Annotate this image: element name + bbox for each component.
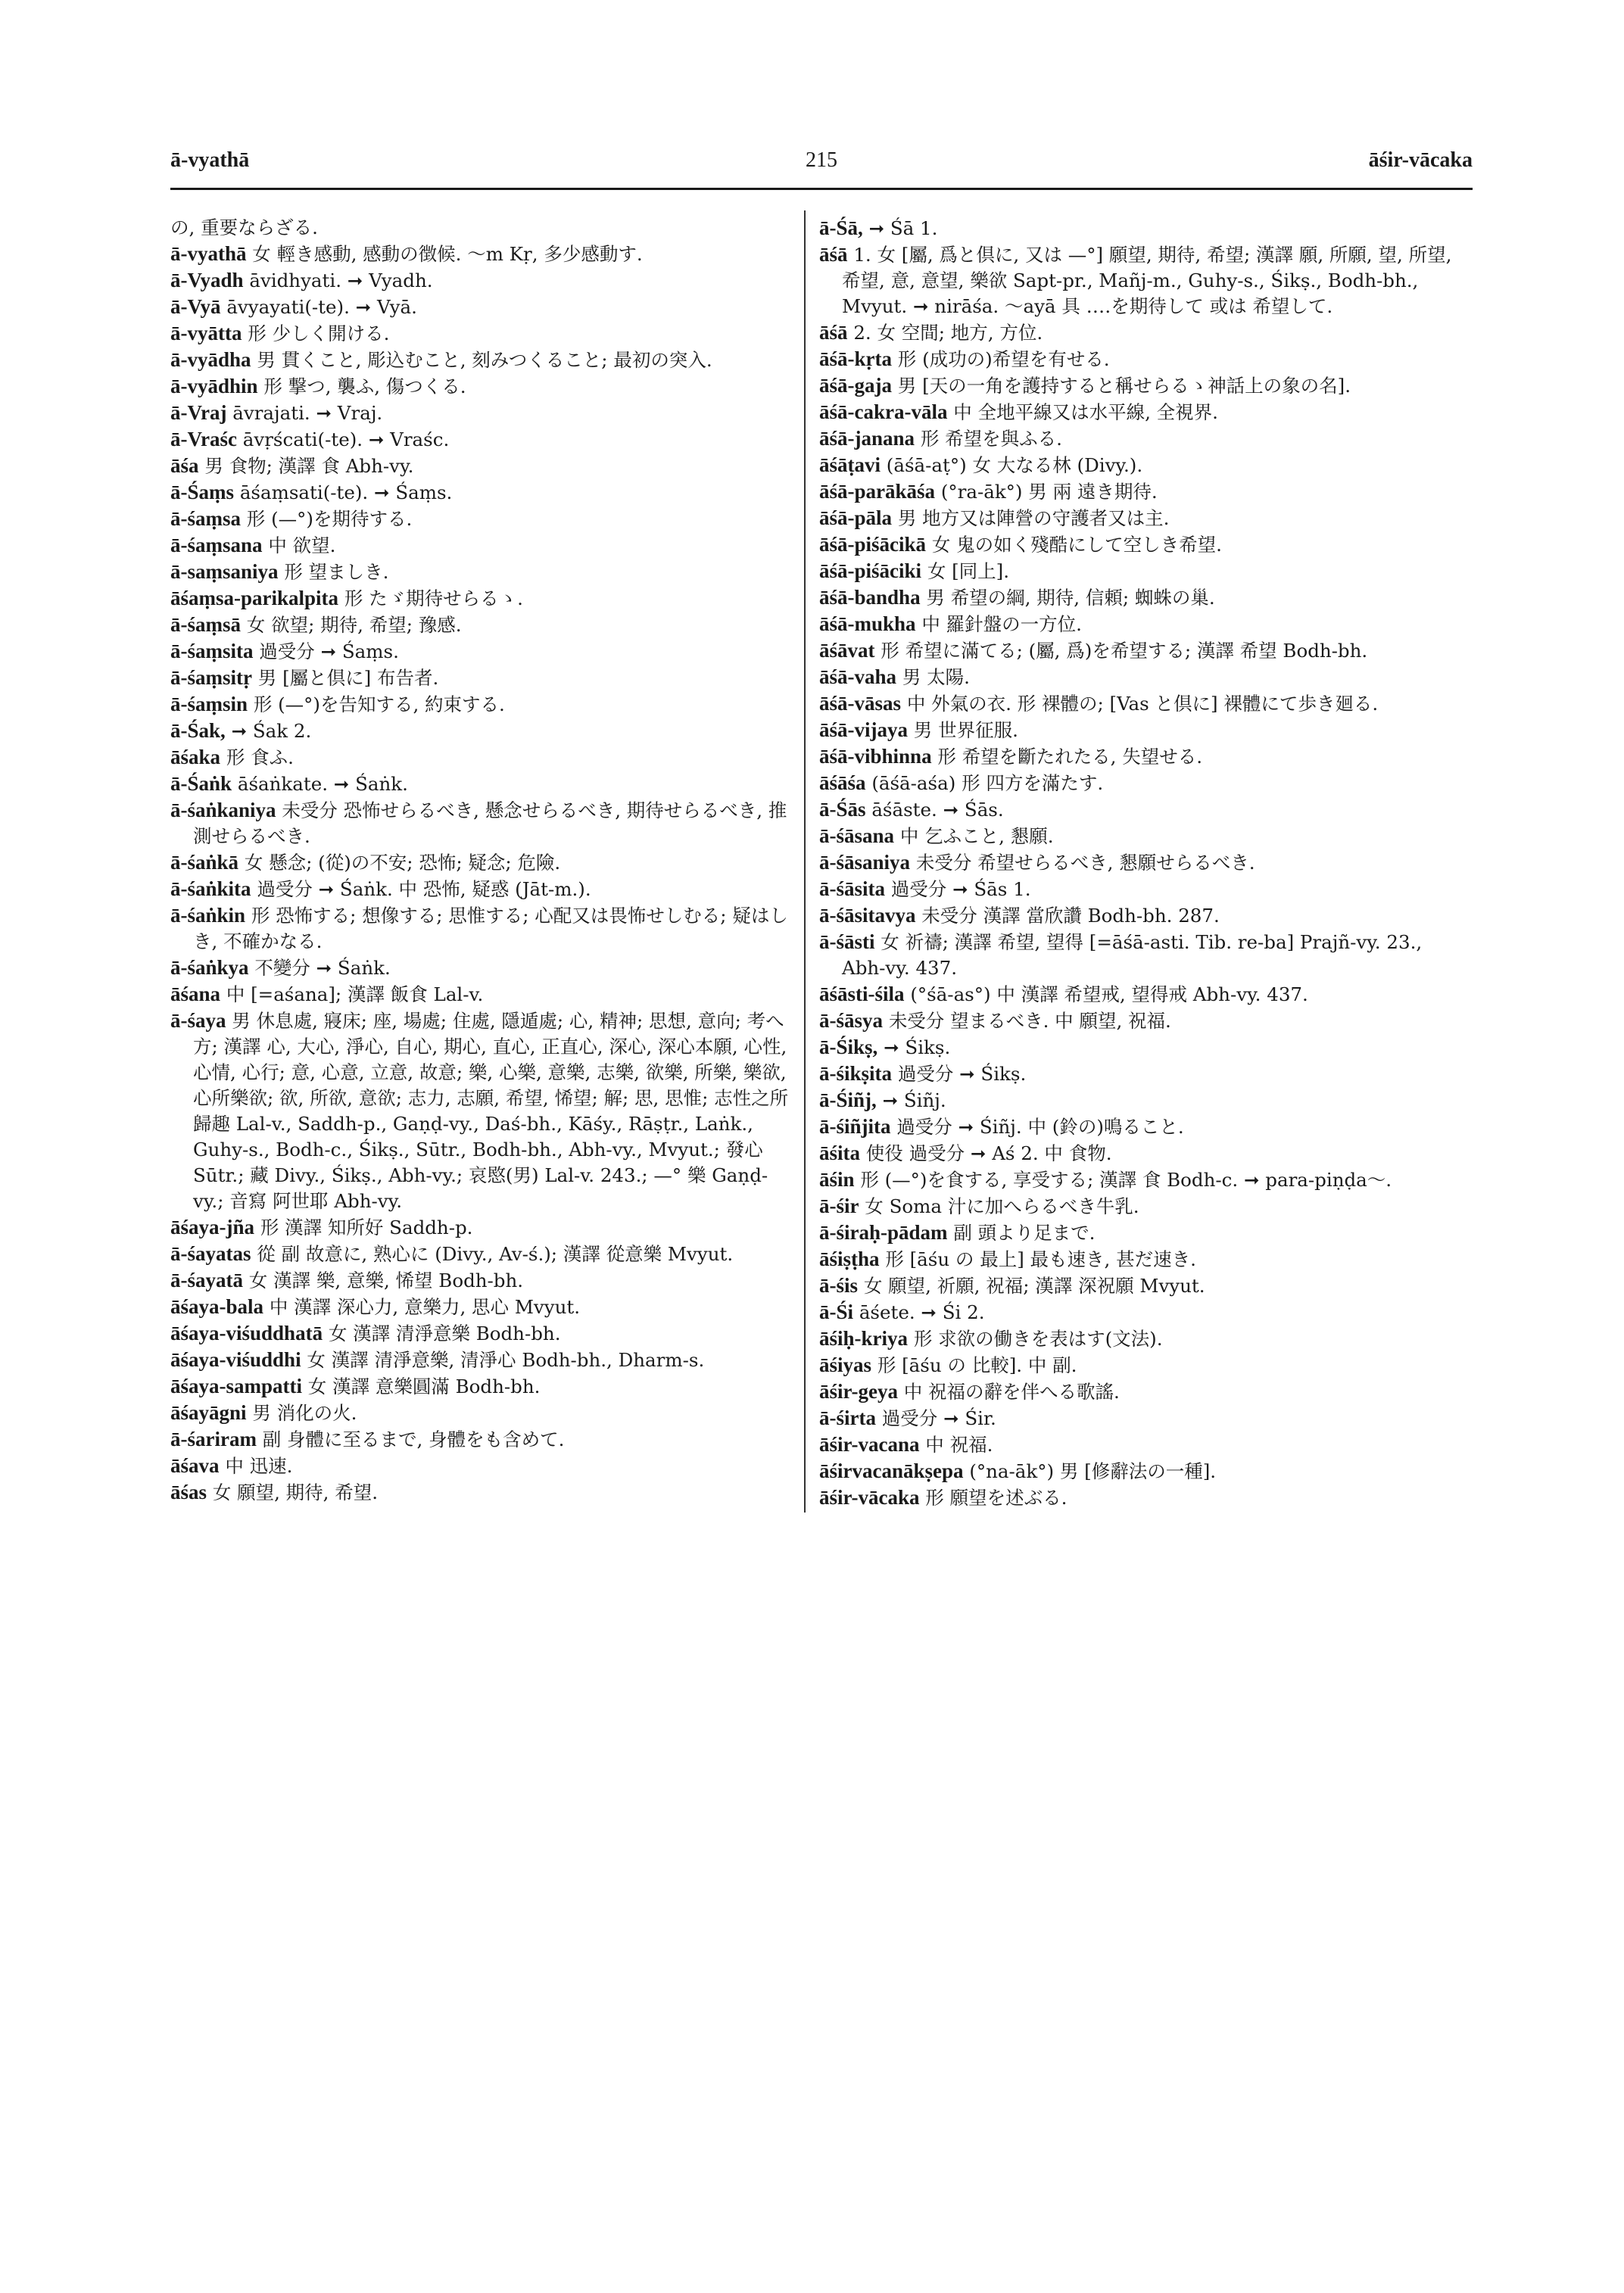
dictionary-entry	[170, 373, 791, 400]
dictionary-entry	[819, 1458, 1463, 1485]
dictionary-entry	[170, 981, 791, 1008]
dictionary-entry	[819, 452, 1463, 478]
entry-headword: ā-Vraj	[170, 401, 227, 424]
entry-definition: 形 恐怖する; 想像する; 思惟する; 心配又は畏怖せしむる; 疑はしき, 不確かなる.	[193, 905, 788, 952]
entry-definition: 女 願望, 期待, 希望.	[212, 1481, 379, 1503]
dictionary-entry	[819, 929, 1463, 981]
dictionary-entry	[819, 1485, 1463, 1511]
entry-headword: āśā	[819, 243, 848, 266]
entry-headword: ā-vyādha	[170, 348, 251, 371]
dictionary-entry	[170, 506, 791, 532]
dictionary-entry	[170, 1294, 791, 1320]
entry-headword: ā-vyādhin	[170, 375, 258, 397]
entry-headword: ā-saṃsaniya	[170, 560, 279, 583]
entry-headword: āśas	[170, 1481, 207, 1503]
entry-definition: 形 少しく開ける.	[248, 322, 390, 344]
entry-definition: 形 望ましき.	[284, 561, 389, 583]
entry-definition: 過受分 ➞ Śaṅk. 中 恐怖, 疑惑 (Jāt-m.).	[257, 878, 591, 900]
entry-definition: 中 乞ふこと, 懇願.	[899, 825, 1054, 847]
entry-headword: āśā-kṛta	[819, 347, 892, 370]
page-header	[170, 148, 1473, 179]
dictionary-entry	[819, 717, 1463, 743]
dictionary-entry	[819, 505, 1463, 531]
dictionary-entry	[819, 611, 1463, 637]
running-head-left: ā-vyathā	[170, 148, 250, 172]
right-column	[819, 215, 1463, 1511]
entry-headword: ā-śaṃsin	[170, 693, 248, 715]
dictionary-entry	[170, 638, 791, 665]
entry-definition: 1. 女 [屬, 爲と倶に, 又は —°] 願望, 期待, 希望; 漢譯 願, 所願, 望, 所望, 希望, 意, 意望, 樂欲 Sapt-pr., Mañj-m., Guhy-s., Śikṣ., Bodh-bh., Mvyut. ➞ nirāśa. ～ayā 具 ‥‥を期待して 或は 希望して.	[842, 244, 1452, 317]
dictionary-entry	[819, 399, 1463, 425]
entry-definition: 形 願望を述ぶる.	[925, 1487, 1068, 1509]
entry-headword: ā-śāsana	[819, 824, 895, 847]
dictionary-entry	[170, 215, 791, 241]
entry-definition: 副 身體に至るまで, 身體をも含めて.	[262, 1428, 565, 1450]
entry-definition: 中 [=aśana]; 漢譯 飯食 Lal-v.	[226, 983, 484, 1005]
entry-definition: 女 願望, 祈願, 祝福; 漢譯 深祝願 Mvyut.	[863, 1275, 1205, 1297]
dictionary-entry	[819, 346, 1463, 372]
entry-headword: āśaya-jña	[170, 1216, 255, 1238]
entry-headword: āśiyas	[819, 1354, 872, 1376]
dictionary-entry	[819, 319, 1463, 346]
entry-definition: 未受分 希望せらるべき, 懇願せらるべき.	[915, 852, 1255, 874]
entry-definition: 男 [天の一角を護持すると稱せらるゝ神話上の象の名].	[897, 375, 1351, 397]
entry-definition: 女 漢譯 意樂圓滿 Bodh-bh.	[307, 1375, 541, 1397]
entry-definition: (°na-āk°) 男 [修辭法の一種].	[969, 1460, 1217, 1482]
dictionary-entry	[819, 1246, 1463, 1273]
entry-headword: ā-śāsya	[819, 1009, 884, 1032]
entry-definition: āśaṃsati(-te). ➞ Śaṃs.	[239, 481, 453, 503]
entry-definition: 未受分 恐怖せらるべき, 懸念せらるべき, 期待せらるべき, 推測せらるべき.	[193, 799, 787, 847]
entry-headword: āśir-vācaka	[819, 1486, 920, 1509]
dictionary-entry	[819, 823, 1463, 849]
dictionary-entry	[819, 1379, 1463, 1405]
entry-headword: ā-śaṃsā	[170, 613, 241, 636]
dictionary-entry	[170, 1267, 791, 1294]
entry-definition: 從 副 故意に, 熟心に (Divy., Av-ś.); 漢譯 從意樂 Mvyut.	[257, 1243, 734, 1265]
entry-headword: ā-śaṃsitṛ	[170, 666, 252, 689]
entry-headword: ā-śāsti	[819, 930, 875, 953]
running-head-right: āśir-vācaka	[1368, 148, 1473, 172]
entry-definition: 形 [āśu の 最上] 最も速き, 甚だ速き.	[885, 1248, 1196, 1270]
entry-definition: 形 たゞ期待せらるゝ.	[344, 587, 523, 609]
entry-headword: ā-Śi	[819, 1301, 854, 1323]
entry-definition: 中 祝福.	[925, 1434, 993, 1456]
entry-definition: 過受分 ➞ Śiñj. 中 (鈴の)鳴ること.	[896, 1116, 1184, 1138]
entry-definition: 形 求欲の働きを表はす(文法).	[913, 1328, 1163, 1350]
entry-headword: āśiḥ-kriya	[819, 1327, 909, 1350]
dictionary-entry	[819, 876, 1463, 902]
entry-definition: 女 祈禱; 漢譯 希望, 望得 [=āśā-asti. Tib. re-ba] Prajñ-vy. 23., Abh-vy. 437.	[842, 931, 1423, 979]
entry-definition: 女 輕き感動, 感動の徴候. ～m Kṛ, 多少感動す.	[252, 243, 643, 265]
entry-headword: āśā-piśāciki	[819, 559, 922, 582]
entry-definition: āvyayati(-te). ➞ Vyā.	[226, 296, 417, 318]
dictionary-entry	[170, 1373, 791, 1400]
entry-headword: ā-śaṅkya	[170, 956, 249, 979]
dictionary-entry	[819, 1326, 1463, 1352]
dictionary-entry	[819, 1352, 1463, 1379]
entry-definition: 女 漢譯 樂, 意樂, 悕望 Bodh-bh.	[248, 1270, 524, 1291]
dictionary-entry	[170, 532, 791, 559]
entry-headword: ā-śaṅkin	[170, 904, 246, 927]
dictionary-entry	[170, 453, 791, 479]
entry-headword: āśāśa	[819, 771, 866, 794]
dictionary-entry	[819, 1061, 1463, 1087]
entry-headword: āśāsti-śila	[819, 983, 905, 1005]
entry-headword: āśir-vacana	[819, 1433, 920, 1456]
entry-definition: 中 漢譯 深心力, 意樂力, 思心 Mvyut.	[269, 1296, 581, 1318]
entry-headword: ā-Vyadh	[170, 269, 244, 291]
dictionary-entry	[170, 797, 791, 849]
entry-definition: āvidhyati. ➞ Vyadh.	[249, 269, 433, 291]
entry-headword: ā-śayatā	[170, 1269, 243, 1291]
entry-headword: āśā-vibhinna	[819, 745, 932, 768]
entry-headword: āśā-piśācikā	[819, 533, 927, 556]
dictionary-entry	[819, 1114, 1463, 1140]
dictionary-entry	[819, 690, 1463, 717]
dictionary-entry	[170, 1400, 791, 1426]
dictionary-entry	[170, 294, 791, 320]
column-divider	[804, 210, 806, 1513]
dictionary-entry	[170, 1008, 791, 1214]
entry-definition: 形 漢譯 知所好 Saddh-p.	[260, 1217, 473, 1238]
entry-definition: 中 迅速.	[225, 1455, 293, 1477]
entry-definition: āśete. ➞ Śi 2.	[859, 1301, 985, 1323]
dictionary-entry	[170, 400, 791, 426]
dictionary-entry	[819, 1273, 1463, 1299]
entry-definition: 中 欲望.	[268, 534, 336, 556]
entry-definition: ➞ Śiñj.	[882, 1089, 946, 1111]
dictionary-entry	[819, 241, 1463, 319]
entry-headword: ā-śirta	[819, 1407, 876, 1429]
entry-definition: の, 重要ならざる.	[170, 217, 318, 238]
dictionary-entry	[170, 665, 791, 691]
entry-headword: āśā-cakra-vāla	[819, 400, 948, 423]
dictionary-entry	[170, 267, 791, 294]
entry-definition: 女 欲望; 期待, 希望; 豫感.	[246, 614, 462, 636]
entry-definition: ➞ Śikṣ.	[884, 1036, 951, 1058]
entry-definition: 形 撃つ, 襲ふ, 傷つくる.	[263, 375, 466, 397]
entry-definition: 男 休息處, 寢床; 座, 場處; 住處, 隱遁處; 心, 精神; 思想, 意向; 考へ方; 漢譯 心, 大心, 淨心, 自心, 期心, 直心, 正直心, 深心, 深心本願, 心性, 心情, 心行; 意, 心意, 立意, 故意; 樂, 心樂, 意樂, 志樂, 欲樂, 所樂, 樂欲, 心所樂欲; 欲, 所欲, 意欲; 志力, 志願, 希望, 悕望; 解; 思, 思惟; 志性之所歸趣 Lal-v., Saddh-p., Gaṇḍ-vy., Daś-bh., Kāśy., Rāṣṭr., Laṅk., Guhy-s., Bodh-c., Śikṣ., Sūtr., Bodh-bh., Abh-vy., Mvyut.; 發心 Sūtr.; 藏 Divy., Śikṣ., Abh-vy.; 哀愍(男) Lal-v. 243.; —° 樂 Gaṇḍ-vy.; 音寫 阿世耶 Abh-vy.	[193, 1010, 789, 1212]
entry-headword: ā-śaṅkaniya	[170, 799, 276, 821]
entry-headword: āśāvat	[819, 639, 875, 662]
entry-definition: 過受分 ➞ Śās 1.	[890, 878, 1031, 900]
dictionary-entry	[170, 902, 791, 955]
dictionary-entry	[819, 1034, 1463, 1061]
dictionary-entry	[819, 1432, 1463, 1458]
entry-headword: āśaya-sampatti	[170, 1375, 302, 1397]
dictionary-entry	[819, 478, 1463, 505]
dictionary-entry	[170, 347, 791, 373]
dictionary-entry	[170, 1347, 791, 1373]
dictionary-entry	[819, 531, 1463, 558]
entry-headword: ā-śiraḥ-pādam	[819, 1221, 948, 1244]
dictionary-entry	[819, 1140, 1463, 1167]
entry-headword: āśaka	[170, 746, 221, 768]
entry-headword: āśā-gaja	[819, 374, 892, 397]
dictionary-entry	[819, 558, 1463, 584]
entry-definition: 形 (成功の)希望を有せる.	[897, 348, 1110, 370]
entry-headword: āśā-vāsas	[819, 692, 902, 715]
dictionary-entry	[819, 372, 1463, 399]
entry-definition: āśaṅkate. ➞ Śaṅk.	[237, 773, 408, 795]
entry-definition: 男 世界征服.	[913, 719, 1018, 741]
dictionary-entry	[819, 849, 1463, 876]
entry-definition: 形 希望に滿てる; (屬, 爲)を希望する; 漢譯 希望 Bodh-bh.	[881, 640, 1368, 662]
entry-headword: ā-Vraśc	[170, 428, 237, 450]
dictionary-entry	[170, 1426, 791, 1453]
entry-definition: 形 [āśu の 比較]. 中 副.	[877, 1354, 1077, 1376]
entry-headword: āśā	[819, 321, 848, 344]
entry-definition: ➞ Śā 1.	[868, 217, 938, 239]
entry-definition: ➞ Śak 2.	[231, 720, 312, 742]
entry-headword: ā-Śaṃs	[170, 481, 235, 503]
entry-headword: ā-śiñjita	[819, 1115, 891, 1138]
entry-definition: 女 漢譯 清淨意樂 Bodh-bh.	[328, 1323, 561, 1344]
entry-headword: āśā-pāla	[819, 506, 893, 529]
entry-definition: (°ra-āk°) 男 兩 遠き期待.	[940, 481, 1158, 503]
dictionary-entry	[170, 320, 791, 347]
entry-headword: āśā-janana	[819, 427, 915, 450]
entry-headword: ā-Śikṣ,	[819, 1036, 878, 1058]
entry-headword: ā-śaṅkā	[170, 851, 239, 874]
entry-definition: 女 鬼の如く殘酷にして空しき希望.	[931, 534, 1222, 556]
entry-definition: 男 貫くこと, 彫込むこと, 刻みつくること; 最初の突入.	[257, 349, 712, 371]
left-column	[170, 215, 791, 1506]
entry-headword: ā-śayatas	[170, 1242, 251, 1265]
entry-definition: 中 羅針盤の一方位.	[921, 613, 1082, 635]
entry-headword: ā-śaṃsita	[170, 640, 254, 662]
dictionary-entry	[819, 1193, 1463, 1220]
entry-headword: āśayāgni	[170, 1401, 247, 1424]
entry-headword: ā-śaya	[170, 1009, 226, 1032]
dictionary-entry	[819, 425, 1463, 452]
entry-headword: āśaya-bala	[170, 1295, 264, 1318]
dictionary-entry	[819, 584, 1463, 611]
entry-definition: 2. 女 空間; 地方, 方位.	[853, 322, 1043, 344]
page-number: 215	[806, 148, 837, 172]
dictionary-entry	[170, 849, 791, 876]
entry-definition: 過受分 ➞ Śir.	[881, 1407, 996, 1429]
dictionary-entry	[170, 612, 791, 638]
entry-definition: āvṛścati(-te). ➞ Vraśc.	[242, 428, 450, 450]
entry-headword: ā-vyathā	[170, 242, 247, 265]
entry-headword: āśiṣṭha	[819, 1248, 880, 1270]
entry-headword: ā-śāsaniya	[819, 851, 911, 874]
entry-definition: 未受分 望まるべき. 中 願望, 祝福.	[888, 1010, 1171, 1032]
dictionary-entry	[170, 426, 791, 453]
dictionary-entry	[170, 771, 791, 797]
dictionary-entry	[170, 1320, 791, 1347]
entry-headword: ā-śaṃsana	[170, 534, 263, 556]
entry-headword: āśana	[170, 983, 221, 1005]
entry-headword: ā-Śā,	[819, 217, 863, 239]
entry-headword: āśaya-viśuddhatā	[170, 1322, 323, 1344]
entry-headword: āśaṃsa-parikalpita	[170, 587, 339, 609]
entry-definition: 形 希望を斷たれたる, 失望せる.	[937, 746, 1203, 768]
dictionary-entry	[819, 215, 1463, 241]
entry-definition: 男 太陽.	[902, 666, 970, 688]
entry-definition: 男 [屬と倶に] 布告者.	[257, 667, 439, 689]
dictionary-entry	[819, 664, 1463, 690]
dictionary-entry	[170, 1241, 791, 1267]
entry-headword: āśirvacanākṣepa	[819, 1460, 964, 1482]
entry-headword: ā-śis	[819, 1274, 859, 1297]
entry-definition: āvrajati. ➞ Vraj.	[232, 402, 383, 424]
entry-headword: ā-Śās	[819, 798, 866, 821]
entry-definition: 過受分 ➞ Śaṃs.	[259, 640, 399, 662]
entry-definition: 形 (—°)を告知する, 約束する.	[253, 693, 505, 715]
entry-definition: 女 漢譯 清淨意樂, 清淨心 Bodh-bh., Dharm-s.	[307, 1349, 705, 1371]
entry-headword: āśāṭavi	[819, 453, 881, 476]
dictionary-entry	[170, 479, 791, 506]
dictionary-entry	[819, 902, 1463, 929]
entry-headword: ā-śāsitavya	[819, 904, 916, 927]
dictionary-entry	[170, 1214, 791, 1241]
entry-definition: 中 全地平線又は水平線, 全視界.	[953, 401, 1218, 423]
entry-headword: ā-śaṅkita	[170, 877, 251, 900]
entry-headword: ā-Śiñj,	[819, 1089, 877, 1111]
dictionary-entry	[170, 718, 791, 744]
entry-headword: āśā-parākāśa	[819, 480, 936, 503]
dictionary-entry	[819, 1008, 1463, 1034]
entry-definition: (°śā-as°) 中 漢譯 希望戒, 望得戒 Abh-vy. 437.	[910, 983, 1308, 1005]
entry-definition: 副 頭より足まで.	[953, 1222, 1096, 1244]
dictionary-entry	[170, 876, 791, 902]
entry-definition: 形 (—°)を食する, 享受する; 漢譯 食 Bodh-c. ➞ para-piṇḍa～.	[860, 1169, 1392, 1191]
entry-headword: ā-śaṃsa	[170, 507, 241, 530]
entry-headword: ā-śikṣita	[819, 1062, 893, 1085]
entry-definition: 形 (—°)を期待する.	[246, 508, 413, 530]
entry-definition: 男 地方又は陣營の守護者又は主.	[897, 507, 1170, 529]
entry-headword: āśā-mukha	[819, 612, 916, 635]
dictionary-entry	[170, 744, 791, 771]
dictionary-entry	[819, 1405, 1463, 1432]
dictionary-entry	[170, 241, 791, 267]
entry-definition: 未受分 漢譯 當欣讚 Bodh-bh. 287.	[921, 905, 1220, 927]
dictionary-entry	[819, 796, 1463, 823]
entry-definition: 形 希望を與ふる.	[920, 428, 1062, 450]
dictionary-entry	[819, 1087, 1463, 1114]
entry-headword: āśa	[170, 454, 199, 477]
dictionary-entry	[819, 770, 1463, 796]
entry-definition: 男 食物; 漢譯 食 Abh-vy.	[204, 455, 414, 477]
entry-definition: 女 [同上].	[927, 560, 1010, 582]
dictionary-entry	[170, 691, 791, 718]
entry-definition: 形 食ふ.	[226, 746, 294, 768]
entry-definition: āśāste. ➞ Śās.	[871, 799, 1004, 821]
entry-definition: 中 外氣の衣. 形 裸體の; [Vas と倶に] 裸體にて歩き廻る.	[906, 693, 1379, 715]
entry-headword: ā-śāsita	[819, 877, 885, 900]
entry-definition: 過受分 ➞ Śikṣ.	[897, 1063, 1027, 1085]
entry-headword: āśaya-viśuddhi	[170, 1348, 301, 1371]
entry-definition: 女 懸念; (從)の不安; 恐怖; 疑念; 危險.	[244, 852, 561, 874]
entry-definition: 男 希望の綱, 期待, 信頼; 蜘蛛の巢.	[926, 587, 1215, 609]
entry-headword: āśir-geya	[819, 1380, 898, 1403]
entry-headword: ā-vyātta	[170, 322, 242, 344]
entry-headword: āśava	[170, 1454, 220, 1477]
entry-definition: (āśā-aṭ°) 女 大なる林 (Divy.).	[886, 454, 1143, 476]
entry-definition: (āśā-aśa) 形 四方を滿たす.	[871, 772, 1104, 794]
dictionary-entry	[819, 1220, 1463, 1246]
dictionary-entry	[170, 1453, 791, 1479]
entry-headword: ā-śariram	[170, 1428, 257, 1450]
entry-headword: āśā-vijaya	[819, 718, 908, 741]
entry-definition: 男 消化の火.	[252, 1402, 357, 1424]
entry-headword: ā-Śaṅk	[170, 772, 232, 795]
dictionary-entry	[170, 559, 791, 585]
entry-headword: āśā-bandha	[819, 586, 921, 609]
entry-headword: āśā-vaha	[819, 665, 897, 688]
entry-headword: ā-Śak,	[170, 719, 226, 742]
dictionary-entry	[170, 585, 791, 612]
entry-headword: ā-śir	[819, 1195, 859, 1217]
dictionary-entry	[819, 637, 1463, 664]
dictionary-entry	[170, 955, 791, 981]
entry-definition: 不變分 ➞ Śaṅk.	[254, 957, 391, 979]
entry-headword: āśin	[819, 1168, 855, 1191]
dictionary-entry	[170, 1479, 791, 1506]
entry-definition: 使役 過受分 ➞ Aś 2. 中 食物.	[865, 1142, 1112, 1164]
header-rule	[170, 188, 1473, 190]
dictionary-entry	[819, 981, 1463, 1008]
entry-headword: ā-Vyā	[170, 295, 221, 318]
dictionary-entry	[819, 1167, 1463, 1193]
entry-definition: 中 祝福の辭を伴へる歌謠.	[903, 1381, 1120, 1403]
dictionary-entry	[819, 1299, 1463, 1326]
entry-definition: 女 Soma 汁に加へらるべき牛乳.	[865, 1195, 1139, 1217]
dictionary-entry	[819, 743, 1463, 770]
entry-headword: āśita	[819, 1142, 860, 1164]
